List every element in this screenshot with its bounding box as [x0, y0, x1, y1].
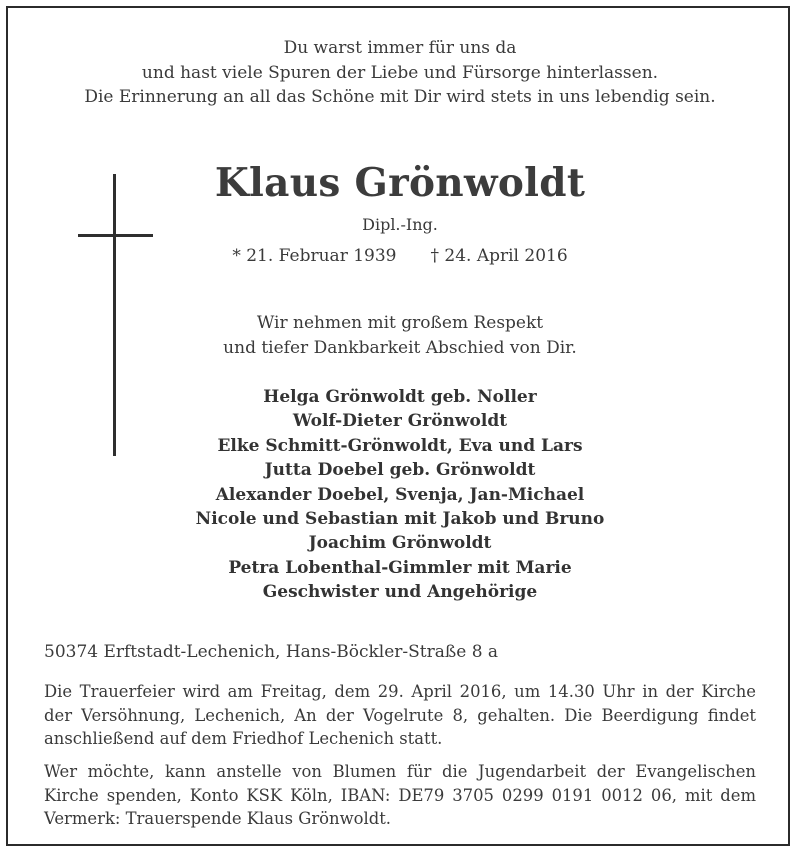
- motto-line: Die Erinnerung an all das Schöne mit Dir wird stets in uns lebendig sein.: [84, 87, 716, 107]
- donation-line: Kirche spenden, Konto KSK Köln, IBAN: DE79 3705 0299 0191 0012 06, mit dem: [44, 785, 756, 805]
- farewell-text: [0, 311, 800, 361]
- mourner: Elke Schmitt-Grönwoldt, Eva und Lars: [217, 435, 583, 456]
- death-date: † 24. April 2016: [430, 246, 568, 266]
- mourner: Geschwister und Angehörige: [262, 582, 538, 603]
- mourner: Jutta Doebel geb. Grönwoldt: [264, 460, 536, 481]
- mourner: Nicole und Sebastian mit Jakob und Bruno: [195, 509, 605, 530]
- motto-line: Du warst immer für uns da: [283, 38, 517, 58]
- life-dates: [0, 244, 800, 268]
- donation-line: Wer möchte, kann anstelle von Blumen für die Jugendarbeit der Evangelischen: [44, 762, 756, 781]
- motto-line: und hast viele Spuren der Liebe und Fürsorge hinterlassen.: [141, 62, 659, 83]
- funeral-line: Die Trauerfeier wird am Freitag, dem 29. April 2016, um 14.30 Uhr in der Kirche: [44, 682, 756, 701]
- funeral-line: anschließend auf dem Friedhof Lechenich statt.: [44, 729, 443, 748]
- funeral-line: der Versöhnung, Lechenich, An der Vogelrute 8, gehalten. Die Beerdigung findet: [44, 705, 756, 725]
- funeral-info: [44, 680, 756, 751]
- family-address: 50374 Erftstadt-Lechenich, Hans-Böckler-Straße 8 a: [44, 642, 499, 662]
- mourner: Petra Lobenthal-Gimmler mit Marie: [228, 557, 572, 578]
- farewell-line: und tiefer Dankbarkeit Abschied von Dir.: [223, 338, 577, 358]
- farewell-line: Wir nehmen mit großem Respekt: [256, 313, 544, 333]
- mourner: Alexander Doebel, Svenja, Jan-Michael: [215, 484, 585, 505]
- donation-line: Vermerk: Trauerspende Klaus Grönwoldt.: [44, 809, 392, 828]
- mourner: Helga Grönwoldt geb. Noller: [263, 387, 537, 407]
- deceased-name: Klaus Grönwoldt: [214, 160, 586, 206]
- mourners-list: [0, 385, 800, 605]
- deceased-title: Dipl.-Ing.: [362, 215, 438, 234]
- donation-info: [44, 760, 756, 831]
- motto-verse: [0, 36, 800, 110]
- mourner: Wolf-Dieter Grönwoldt: [292, 411, 508, 432]
- mourner: Joachim Grönwoldt: [308, 533, 492, 554]
- birth-date: * 21. Februar 1939: [232, 246, 397, 266]
